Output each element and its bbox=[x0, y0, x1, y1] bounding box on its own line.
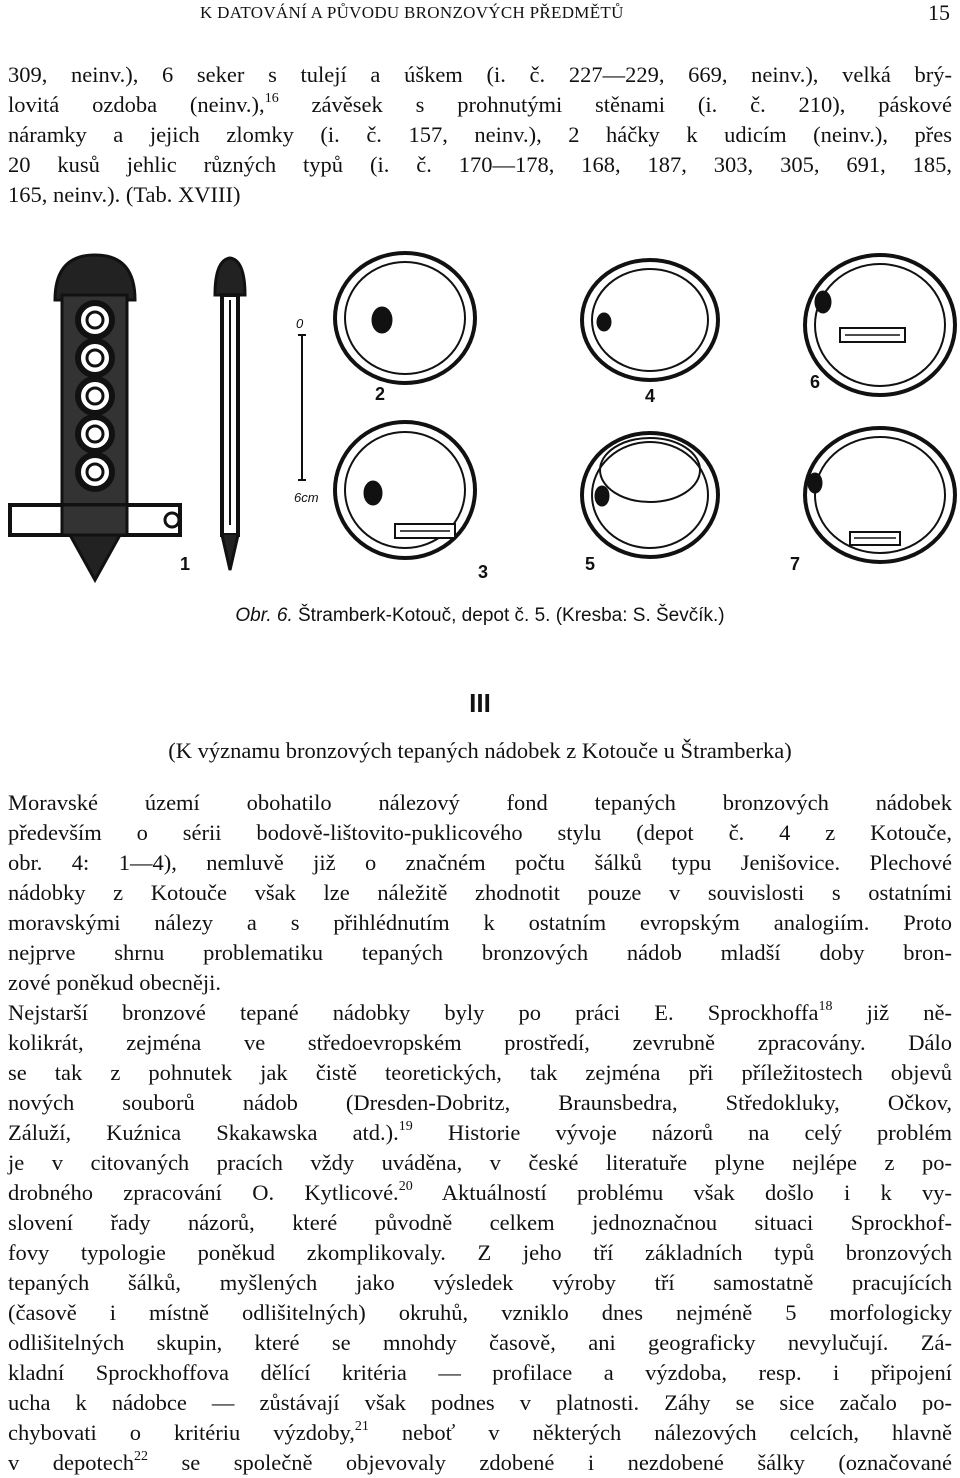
text-segment: chybovati o kritériu výzdoby, bbox=[8, 1420, 355, 1445]
text-line bbox=[8, 120, 952, 150]
text-segment: slovení řady názorů, které původně celkem jednoznačnou situaci Sprockhof- bbox=[8, 1210, 952, 1235]
artifact-pin bbox=[215, 258, 245, 570]
footnote-reference: 20 bbox=[398, 1178, 413, 1194]
text-line bbox=[8, 1088, 952, 1118]
text-line bbox=[8, 1028, 952, 1058]
artifact-ring-6 bbox=[805, 255, 955, 395]
text-segment: odlišitelných skupin, které se mnohdy časově, ani geograficky nevylučují. Zá- bbox=[8, 1330, 952, 1355]
text-line bbox=[8, 1058, 952, 1088]
text-line bbox=[8, 180, 952, 210]
text-segment: se společně objevovaly zdobené i nezdobené šálky (označované bbox=[147, 1450, 952, 1475]
section-title: (K významu bronzových tepaných nádobek z Kotouče u Štramberka) bbox=[168, 738, 792, 763]
text-line bbox=[8, 1238, 952, 1268]
text-segment: fovy typologie poněkud zkomplikovaly. Z jeho tří základních typů bronzových bbox=[8, 1240, 952, 1265]
figure-label-3: 3 bbox=[478, 562, 489, 582]
scale-label-top: 0 bbox=[296, 316, 304, 331]
text-line bbox=[8, 1328, 952, 1358]
text-line bbox=[8, 60, 952, 90]
text-line bbox=[8, 90, 952, 120]
text-segment: obr. 4: 1—4), nemluvě již o značném počtu šálků typu Jenišovice. Plechové bbox=[8, 850, 952, 875]
figure-svg bbox=[0, 240, 960, 600]
figure-label-7: 7 bbox=[790, 554, 801, 574]
text-segment: tepaných šálků, myšlených jako výsledek výroby tří samostatně pracujících bbox=[8, 1270, 952, 1295]
artifact-ring-2 bbox=[335, 253, 475, 383]
text-segment: Moravské území obohatilo nálezový fond tepaných bronzových nádobek bbox=[8, 790, 952, 815]
text-line bbox=[8, 818, 952, 848]
text-segment: je v citovaných pracích vždy uváděna, v české literatuře plyne nejlépe z po- bbox=[8, 1150, 952, 1175]
artifact-ring-7 bbox=[805, 428, 955, 562]
intro-paragraph bbox=[8, 60, 952, 210]
text-segment: Záluží, Kuźnica Skakawska atd.). bbox=[8, 1120, 399, 1145]
text-segment: nádobky z Kotouče však lze náležitě zhodnotit pouze v souvislosti s ostatními bbox=[8, 880, 952, 905]
section-number: III bbox=[469, 688, 491, 718]
text-segment: Aktuálností problému však došlo i k vy- bbox=[412, 1180, 952, 1205]
artifact-ring-3 bbox=[335, 422, 475, 558]
text-segment: nejprve shrnu problematiku tepaných bronzových nádob mladší doby bron- bbox=[8, 940, 952, 965]
footnote-reference: 18 bbox=[818, 998, 833, 1014]
text-line bbox=[8, 1178, 952, 1208]
figure-caption bbox=[0, 605, 960, 627]
text-segment: 309, neinv.), 6 seker s tulejí a úškem (i. č. 227—229, 669, neinv.), velká brý- bbox=[8, 62, 952, 87]
text-line bbox=[8, 150, 952, 180]
artifact-ring-5 bbox=[582, 433, 718, 557]
caption-lead: Obr. 6. bbox=[235, 605, 293, 626]
running-head bbox=[0, 0, 960, 30]
text-segment: Historie vývoje názorů na celý problém bbox=[412, 1120, 952, 1145]
text-segment: závěsek s prohnutými stěnami (i. č. 210), páskové bbox=[278, 92, 953, 117]
text-line bbox=[8, 968, 952, 998]
text-segment: 165, neinv.). (Tab. XVIII) bbox=[8, 182, 241, 207]
text-line bbox=[8, 938, 952, 968]
text-line bbox=[8, 1418, 952, 1448]
text-line bbox=[8, 1268, 952, 1298]
text-segment: náramky a jejich zlomky (i. č. 157, neinv.), 2 háčky k udicím (neinv.), přes bbox=[8, 122, 952, 147]
text-segment: Nejstarší bronzové tepané nádobky byly po práci E. Sprockhoffa bbox=[8, 1000, 819, 1025]
text-segment: moravskými nálezy a s přihlédnutím k ostatním evropským analogiím. Proto bbox=[8, 910, 952, 935]
text-line bbox=[8, 1448, 952, 1478]
footnote-reference: 22 bbox=[133, 1448, 148, 1464]
footnote-reference: 21 bbox=[354, 1418, 369, 1434]
text-segment: nových souborů nádob (Dresden-Dobritz, Braunsbedra, Středokluky, Očkov, bbox=[8, 1090, 952, 1115]
text-segment: se tak z pohnutek jak čistě teoretických, tak zejména při příležitostech objevů bbox=[8, 1060, 952, 1085]
text-segment: 20 kusů jehlic různých typů (i. č. 170—178, 168, 187, 303, 305, 691, 185, bbox=[8, 152, 952, 177]
text-segment: neboť v některých nálezových celcích, hlavně bbox=[368, 1420, 952, 1445]
text-line bbox=[8, 788, 952, 818]
text-line bbox=[8, 1208, 952, 1238]
artifact-ring-4 bbox=[582, 260, 718, 380]
footnote-reference: 19 bbox=[398, 1118, 413, 1134]
text-line bbox=[8, 848, 952, 878]
figure-label-5: 5 bbox=[585, 554, 596, 574]
text-segment: již ně- bbox=[832, 1000, 952, 1025]
text-segment: kolikrát, zejména ve středoevropském prostředí, zevrubně zpracovány. Dálo bbox=[8, 1030, 952, 1055]
text-line bbox=[8, 1358, 952, 1388]
scale-bar bbox=[298, 335, 306, 480]
text-segment: zové poněkud obecněji. bbox=[8, 970, 222, 995]
artifact-1-ornament bbox=[10, 255, 180, 580]
text-segment: v depotech bbox=[8, 1450, 134, 1475]
text-segment: (časově i místně odlišitelných) okruhů, vzniklo dnes nejméně 5 morfologicky bbox=[8, 1300, 952, 1325]
text-line bbox=[8, 1148, 952, 1178]
text-line bbox=[8, 998, 952, 1028]
caption-text: Štramberk-Kotouč, depot č. 5. (Kresba: S. Ševčík.) bbox=[292, 605, 725, 626]
text-segment: především o sérii bodově-lištovito-puklicového stylu (depot č. 4 z Kotouče, bbox=[8, 820, 952, 845]
text-line bbox=[8, 1388, 952, 1418]
figure-label-2: 2 bbox=[375, 384, 386, 404]
text-line bbox=[8, 1118, 952, 1148]
page-number: 15 bbox=[928, 0, 950, 25]
text-segment: ucha k nádobce — zůstávají však podnes v platnosti. Záhy se sice začalo po- bbox=[8, 1390, 952, 1415]
text-segment: kladní Sprockhoffova dělící kritéria — profilace a výzdoba, resp. i připojení bbox=[8, 1360, 952, 1385]
text-segment: lovitá ozdoba (neinv.), bbox=[8, 92, 265, 117]
footnote-reference: 16 bbox=[264, 90, 279, 106]
running-title: K DATOVÁNÍ A PŮVODU BRONZOVÝCH PŘEDMĚTŮ bbox=[200, 3, 624, 22]
scale-label-bottom: 6cm bbox=[294, 490, 319, 505]
figure-label-4: 4 bbox=[645, 386, 656, 406]
figure-drawings bbox=[0, 240, 960, 600]
body-paragraph bbox=[8, 788, 952, 1478]
text-line bbox=[8, 878, 952, 908]
text-segment: drobného zpracování O. Kytlicové. bbox=[8, 1180, 399, 1205]
figure-label-1: 1 bbox=[180, 554, 191, 574]
text-line bbox=[8, 908, 952, 938]
text-line bbox=[8, 1298, 952, 1328]
figure-label-6: 6 bbox=[810, 372, 821, 392]
